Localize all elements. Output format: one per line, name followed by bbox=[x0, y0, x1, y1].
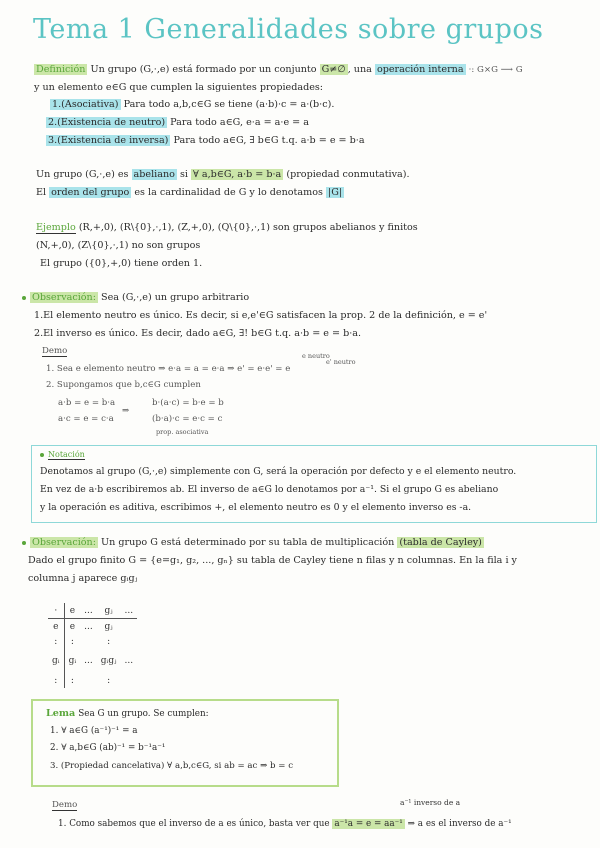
observation-1-item-1: 1.El elemento neutro es único. Es decir, si e,e'∈G satisfacen la prop. 2 de la definición, e = e' bbox=[34, 310, 488, 321]
table-header-cell: ... bbox=[84, 605, 93, 616]
definition-line-1 bbox=[34, 64, 523, 76]
observation-2-header bbox=[22, 537, 484, 549]
annotation-neutral-e-prime: e' neutro bbox=[326, 358, 356, 366]
observation-2-line-3: columna j aparece gᵢgⱼ bbox=[28, 573, 138, 584]
observation-1-item-2: 2.El inverso es único. Es decir, dado a∈G, ∃! b∈G t.q. a·b = e = b·a. bbox=[34, 328, 362, 339]
demo-step-1: 1. Sea e elemento neutro ⇒ e·a = a = e·a ⇒ e' = e·e' = e bbox=[46, 364, 291, 374]
table-cell: ... bbox=[84, 656, 93, 666]
example-line-2: (N,+,0), (Z\{0},·,1) no son grupos bbox=[36, 240, 201, 251]
property-associative bbox=[50, 99, 334, 111]
observation-label: Observación: bbox=[32, 292, 96, 303]
table-cell bbox=[80, 634, 97, 649]
demo-equation-1: a·b = e = b·a bbox=[58, 398, 116, 408]
abelian-text: si bbox=[179, 169, 188, 180]
table-corner: · bbox=[54, 605, 58, 616]
example-line-1 bbox=[36, 222, 418, 234]
property-text: Para todo a∈G, e·a = a·e = a bbox=[170, 117, 309, 128]
notation-line-3: y la operación es aditiva, escribimos +, el elemento neutro es 0 y el elemento inverso es -a. bbox=[40, 502, 472, 513]
demo-label: Demo bbox=[42, 346, 68, 356]
table-header-cell: gⱼ bbox=[104, 605, 113, 616]
example-line-3: El grupo ({0},+,0) tiene orden 1. bbox=[40, 258, 203, 269]
table-cell: ... bbox=[80, 619, 97, 635]
property-inverse bbox=[46, 135, 365, 147]
lemma-header bbox=[46, 708, 209, 720]
cayley-table bbox=[48, 603, 137, 688]
table-row bbox=[48, 634, 137, 649]
notation-header bbox=[40, 450, 85, 459]
table-cell: e bbox=[64, 619, 80, 635]
lemma-item-2: 2. ∀ a,b∈G (ab)⁻¹ = b⁻¹a⁻¹ bbox=[50, 743, 166, 753]
observation-2-line-2: Dado el grupo finito G = {e=g₁, g₂, ..., gₙ} su tabla de Cayley tiene n filas y n columnas. En la fila i y bbox=[28, 555, 517, 566]
property-text: Para todo a,b,c∈G se tiene (a·b)·c = a·(b·c). bbox=[123, 99, 335, 110]
observation-text: Sea (G,·,e) un grupo arbitrario bbox=[101, 292, 250, 303]
table-row bbox=[48, 619, 137, 635]
page-title: Tema 1 Generalidades sobre grupos bbox=[33, 14, 544, 45]
order-term: orden del grupo bbox=[51, 187, 130, 198]
demo-equation-3: b·(a·c) = b·e = b bbox=[152, 398, 224, 408]
annotation-neutral-e: e neutro bbox=[302, 352, 330, 360]
table-cell bbox=[120, 673, 137, 688]
observation-label: Observación: bbox=[32, 537, 96, 548]
lemma-intro: Sea G un grupo. Se cumplen: bbox=[78, 709, 209, 719]
table-cell: gᵢgⱼ bbox=[100, 656, 117, 666]
notation-line-2: En vez de a·b escribiremos ab. El inverso de a∈G lo denotamos por a⁻¹. Si el grupo G es abeliano bbox=[40, 484, 499, 495]
table-cell: : bbox=[64, 634, 80, 649]
table-cell: : bbox=[107, 675, 111, 686]
table-row-label: : bbox=[54, 636, 58, 647]
cayley-term: (tabla de Cayley) bbox=[399, 537, 482, 548]
definition-label: Definición bbox=[36, 64, 86, 75]
table-header-row bbox=[48, 603, 137, 619]
lemma-item-1: 1. ∀ a∈G (a⁻¹)⁻¹ = a bbox=[50, 726, 138, 736]
property-label: 1.(Asociativa) bbox=[52, 99, 119, 110]
table-cell: ... bbox=[124, 656, 134, 666]
demo-2-conclusion: ⇒ a es el inverso de a⁻¹ bbox=[407, 819, 512, 829]
order-line bbox=[36, 187, 344, 199]
table-row-label: gᵢ bbox=[52, 656, 60, 666]
abelian-line bbox=[36, 169, 410, 181]
property-neutral bbox=[46, 117, 309, 129]
table-row-label: e bbox=[48, 619, 64, 635]
table-header-cell: e bbox=[64, 603, 80, 619]
definition-line-2: y un elemento e∈G que cumplen la siguientes propiedades: bbox=[34, 82, 324, 93]
order-text: es la cardinalidad de G y lo denotamos bbox=[134, 187, 323, 198]
demo-equation-2: a·c = e = c·a bbox=[58, 414, 114, 424]
table-cell bbox=[120, 634, 137, 649]
demo-step-2: 2. Supongamos que b,c∈G cumplen bbox=[46, 380, 201, 390]
table-row bbox=[48, 649, 137, 673]
demo-2-text: 1. Como sabemos que el inverso de a es único, basta ver que bbox=[58, 819, 330, 829]
table-header-cell: ... bbox=[124, 605, 134, 616]
implies-arrow: ⇒ bbox=[122, 406, 130, 416]
order-text: El bbox=[36, 187, 47, 198]
example-text: (R,+,0), (R\{0},·,1), (Z,+,0), (Q\{0},·,1) son grupos abelianos y finitos bbox=[78, 222, 418, 233]
definition-text: está formado por un conjunto bbox=[172, 64, 317, 75]
table-cell: : bbox=[107, 636, 111, 647]
associative-annotation: prop. asociativa bbox=[156, 428, 209, 436]
abelian-term: abeliano bbox=[133, 169, 175, 180]
lemma-item-3: 3. (Propiedad cancelativa) ∀ a,b,c∈G, si ab = ac ⇒ b = c bbox=[50, 761, 294, 771]
inverse-annotation: a⁻¹ inverso de a bbox=[400, 798, 461, 807]
bullet-icon bbox=[22, 296, 26, 300]
table-cell bbox=[120, 619, 137, 635]
inverse-equation: a⁻¹a = e = aa⁻¹ bbox=[334, 819, 403, 829]
demo-2-line bbox=[58, 818, 512, 830]
observation-text: Un grupo G está determinado por su tabla de multiplicación bbox=[101, 537, 395, 548]
property-text: Para todo a∈G, ∃ b∈G t.q. a·b = e = b·a bbox=[173, 135, 365, 146]
table-row-label: : bbox=[54, 675, 58, 686]
table-row bbox=[48, 673, 137, 688]
observation-1-header bbox=[22, 292, 249, 304]
abelian-text: (propiedad conmutativa). bbox=[286, 169, 410, 180]
demo-equation-4: (b·a)·c = e·c = c bbox=[152, 414, 223, 424]
nonempty-set: G≠∅ bbox=[321, 64, 346, 75]
table-cell: gᵢ bbox=[64, 649, 80, 673]
definition-text: , una bbox=[347, 64, 372, 75]
definition-text: Un grupo bbox=[90, 64, 137, 75]
example-label: Ejemplo bbox=[36, 222, 76, 233]
table-cell: : bbox=[64, 673, 80, 688]
abelian-text: Un grupo (G,·,e) es bbox=[36, 169, 129, 180]
order-notation: |G| bbox=[328, 187, 343, 198]
table-cell bbox=[80, 673, 97, 688]
bullet-icon bbox=[40, 453, 44, 457]
demo-2-label: Demo bbox=[52, 800, 78, 810]
bullet-icon bbox=[22, 541, 26, 545]
group-tuple: (G,·,e) bbox=[139, 64, 170, 75]
table-cell: gⱼ bbox=[97, 619, 121, 635]
notation-label: Notación bbox=[48, 450, 85, 459]
property-label: 2.(Existencia de neutro) bbox=[48, 117, 166, 128]
operation-map: ·: G×G ⟶ G bbox=[468, 65, 523, 75]
notation-line-1: Denotamos al grupo (G,·,e) simplemente con G, será la operación por defecto y e el elemento neutro. bbox=[40, 466, 517, 477]
property-label: 3.(Existencia de inversa) bbox=[48, 135, 169, 146]
internal-operation: operación interna bbox=[376, 64, 464, 75]
lemma-label: Lema bbox=[46, 708, 76, 719]
commutative-condition: ∀ a,b∈G, a·b = b·a bbox=[193, 169, 282, 180]
